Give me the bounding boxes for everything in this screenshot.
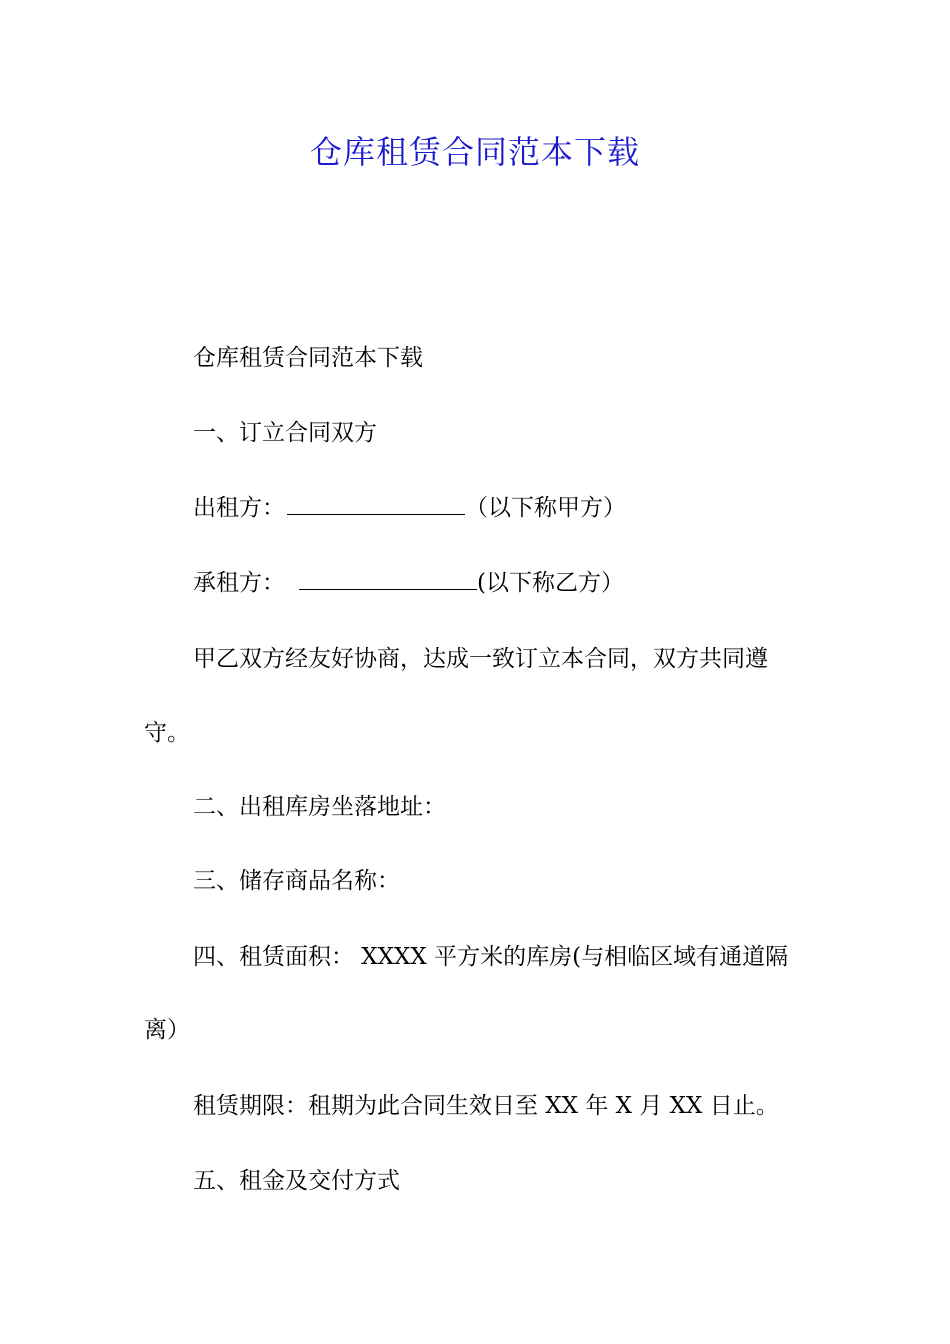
section-3-heading: 三、储存商品名称：	[193, 868, 400, 894]
section-2-heading: 二、出租库房坐落地址：	[193, 794, 446, 820]
agreement-paragraph-line-2: 守。	[144, 720, 190, 746]
lease-term-line: 租赁期限：租期为此合同生效日至 XX 年 X 月 XX 日止。	[193, 1093, 779, 1119]
section-5-heading: 五、租金及交付方式	[193, 1168, 400, 1194]
document-title: 仓库租赁合同范本下载	[309, 133, 640, 171]
agreement-paragraph-line-1: 甲乙双方经友好协商，达成一致订立本合同，双方共同遵	[193, 646, 768, 672]
lessor-line	[193, 491, 626, 525]
section-4-line-2: 离）	[144, 1017, 190, 1043]
document-subtitle: 仓库租赁合同范本下载	[193, 345, 423, 371]
section-1-heading: 一、订立合同双方	[193, 420, 377, 446]
lessor-label: 出租方：	[193, 495, 285, 521]
lessor-suffix: （以下称甲方）	[465, 495, 626, 521]
lessee-blank-field	[299, 567, 477, 590]
lessee-line	[193, 566, 624, 600]
lessee-label: 承租方：	[193, 570, 285, 596]
lessee-suffix: (以下称乙方）	[477, 570, 624, 596]
lessor-blank-field	[287, 492, 465, 515]
section-4-line-1: 四、租赁面积： XXXX 平方米的库房(与相临区域有通道隔	[193, 944, 789, 970]
